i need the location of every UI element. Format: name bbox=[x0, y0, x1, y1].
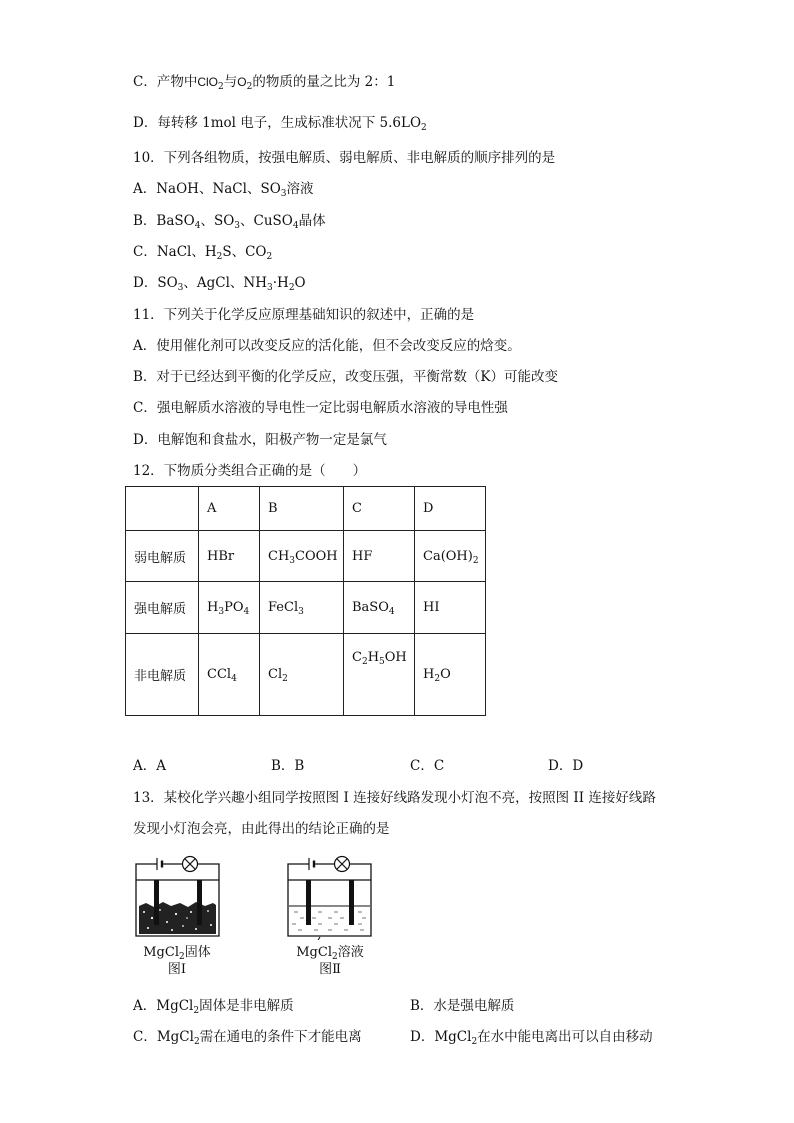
q13-option-d: D．MgCl$_2$在水中能电离出可以自由移动 bbox=[410, 1029, 653, 1047]
battery-icon bbox=[309, 858, 314, 870]
q10-option-b: B．BaSO$_4$、$SO_3$、CuSO$_4$晶体 bbox=[133, 213, 326, 231]
battery-icon bbox=[157, 858, 162, 870]
row-label: 非电解质 bbox=[126, 634, 199, 716]
figure-2-label: 图Ⅱ bbox=[319, 962, 341, 977]
table-row bbox=[126, 634, 486, 716]
q11-option-a: A．使用催化剂可以改变反应的活化能，但不会改变反应的焓变。 bbox=[133, 338, 521, 354]
q10-option-c: C．NaCl、$H_2S$、$CO_2$ bbox=[133, 244, 273, 262]
table-cell: HF bbox=[344, 531, 415, 582]
q12-option-c: C．C bbox=[410, 758, 445, 774]
row-label: 强电解质 bbox=[126, 582, 199, 634]
q11-option-d: D．电解饱和食盐水，阳极产物一定是氯气 bbox=[133, 432, 387, 448]
q13-stem-line2: 发现小灯泡会亮，由此得出的结论正确的是 bbox=[133, 821, 390, 837]
table-cell: BaSO$_4$ bbox=[344, 582, 415, 634]
classification-table bbox=[125, 486, 486, 716]
figure-2-caption bbox=[285, 944, 375, 978]
table-header-cell: C bbox=[344, 487, 415, 531]
figure-1-label: 图Ⅰ bbox=[167, 962, 187, 977]
table-cell: $CH_3COOH$ bbox=[260, 531, 344, 582]
q9-option-c: C．产物中ClO$_2$与$O_2$的物质的量之比为 2：1 bbox=[133, 74, 396, 92]
q9-option-d: D．每转移 1mol 电子，生成标准状况下 $5.6LO_2$ bbox=[133, 115, 427, 133]
figure-1-label-substance: MgCl$_2$固体 bbox=[143, 945, 211, 962]
table-cell: $C_2H_5OH$ bbox=[344, 634, 415, 716]
figure-2-label-substance: MgCl$_2$溶液 bbox=[296, 945, 364, 962]
q10-option-a: A．NaOH、NaCl、$SO_3$溶液 bbox=[133, 181, 314, 199]
table-header-cell: A bbox=[199, 487, 260, 531]
q11-stem: 11．下列关于化学反应原理基础知识的叙述中，正确的是 bbox=[133, 307, 475, 323]
beaker-with-solid-icon bbox=[136, 880, 219, 936]
q12-stem: 12．下物质分类组合正确的是（ ） bbox=[133, 463, 367, 479]
q13-stem-line1: 13．某校化学兴趣小组同学按照图 I 连接好线路发现小灯泡不亮，按照图 II 连接好线路 bbox=[133, 790, 656, 806]
table-header-cell: D bbox=[415, 487, 486, 531]
table-cell: FeCl$_3$ bbox=[260, 582, 344, 634]
table-row bbox=[126, 582, 486, 634]
table-row bbox=[126, 531, 486, 582]
table-cell: $Cl_2$ bbox=[260, 634, 344, 716]
table-cell: $H_2O$ bbox=[415, 634, 486, 716]
q10-stem: 10．下列各组物质，按强电解质、弱电解质、非电解质的顺序排列的是 bbox=[133, 150, 556, 166]
table-header-cell: B bbox=[260, 487, 344, 531]
q13-option-b: B．水是强电解质 bbox=[410, 998, 515, 1014]
figure-1-caption bbox=[135, 944, 219, 978]
q12-option-b: B．B bbox=[271, 758, 305, 774]
lamp-icon bbox=[183, 857, 198, 872]
q13-option-c: C．MgCl$_2$需在通电的条件下才能电离 bbox=[133, 1029, 362, 1047]
table-header-row bbox=[126, 487, 486, 531]
beaker-with-solution-icon bbox=[288, 880, 371, 940]
figure-2-circuit bbox=[282, 850, 377, 940]
q13-option-a: A．MgCl$_2$固体是非电解质 bbox=[133, 998, 294, 1016]
q12-option-d: D．D bbox=[548, 758, 584, 774]
figure-1-circuit bbox=[130, 850, 225, 940]
table-header-cell bbox=[126, 487, 199, 531]
q10-option-d: D．$SO_3$、AgCl、$NH_3\cdot H_2O$ bbox=[133, 275, 306, 293]
table-cell: $H_3PO_4$ bbox=[199, 582, 260, 634]
table-cell: CCl$_4$ bbox=[199, 634, 260, 716]
lamp-icon bbox=[335, 857, 350, 872]
table-cell: HBr bbox=[199, 531, 260, 582]
row-label: 弱电解质 bbox=[126, 531, 199, 582]
q11-option-b: B．对于已经达到平衡的化学反应，改变压强，平衡常数（K）可能改变 bbox=[133, 369, 559, 385]
q12-option-a: A．A bbox=[133, 758, 166, 774]
table-cell: HI bbox=[415, 582, 486, 634]
q11-option-c: C．强电解质水溶液的导电性一定比弱电解质水溶液的导电性强 bbox=[133, 400, 508, 416]
table-cell: $Ca(OH)_2$ bbox=[415, 531, 486, 582]
